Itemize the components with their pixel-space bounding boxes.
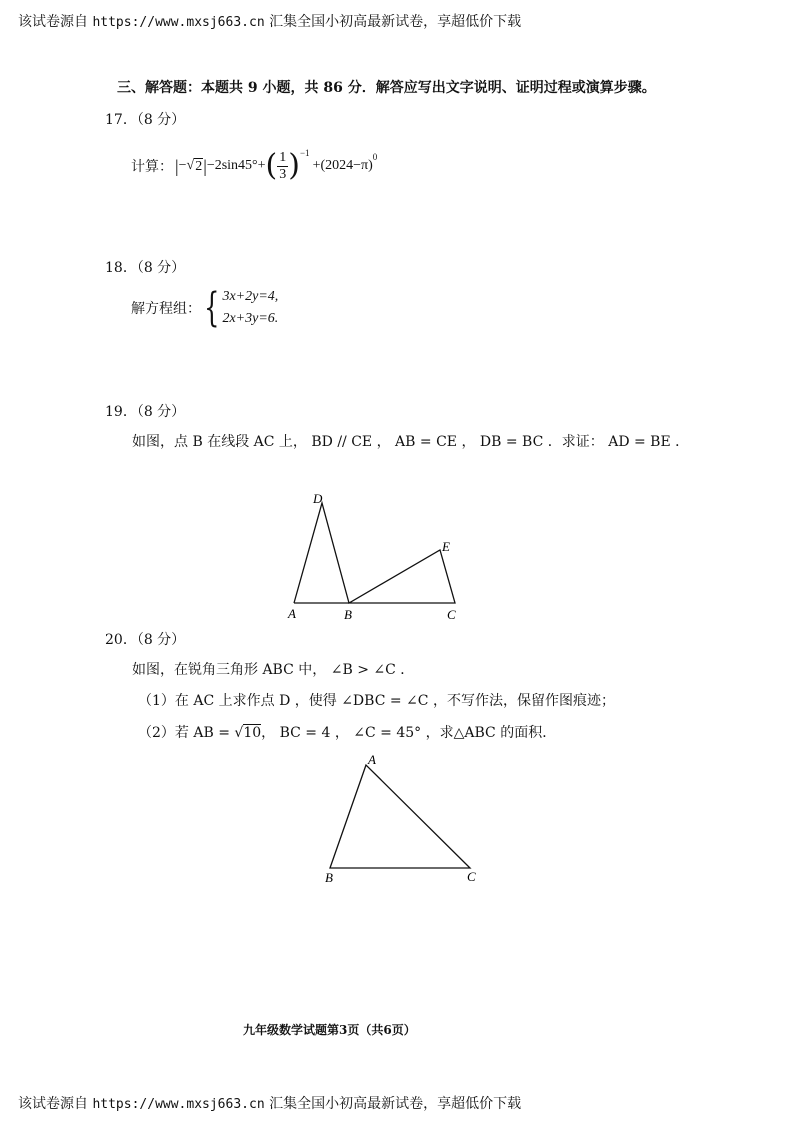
q17-header: 17．（8 分） xyxy=(105,112,186,128)
q18-eq1: 3x+2y=4, xyxy=(222,289,279,304)
q17-exp2: 0 xyxy=(372,152,378,162)
q17-frac-den: 3 xyxy=(279,166,287,182)
q17-abs-open: | xyxy=(175,155,179,176)
q17-sqrt-arg: 2 xyxy=(195,158,203,174)
q18-header: 18．（8 分） xyxy=(105,260,186,276)
q20-intro: 如图，在锐角三角形 ABC 中， ∠B > ∠C ． xyxy=(132,662,415,678)
q18-equations xyxy=(222,286,278,330)
q17-fraction xyxy=(277,150,288,183)
q19-label-A: A xyxy=(288,606,296,621)
q19-label-E: E xyxy=(442,539,450,554)
q17-term2: −2sin45°+ xyxy=(206,158,266,173)
q18-eq2: 2x+3y=6. xyxy=(222,311,279,326)
q20-header: 20．（8 分） xyxy=(105,632,186,648)
q20-figure xyxy=(318,750,488,886)
q19-statement: 如图，点 B 在线段 AC 上， BD // CE ， AB = CE ， DB = BC ．求证： AD = BE ． xyxy=(132,434,690,450)
q18-brace: { xyxy=(204,285,220,331)
source-suffix-bottom: 汇集全国小初高最新试卷，享超低价下载 xyxy=(269,1096,522,1112)
q20-part2-prefix: （2）若 AB = xyxy=(138,725,235,741)
q19-header: 19．（8 分） xyxy=(105,404,186,420)
q17-frac-num: 1 xyxy=(279,149,287,165)
q20-part2-suffix: ， BC = 4 ， ∠C = 45° ，求△ABC 的面积． xyxy=(261,725,557,741)
section-title: 三、解答题：本题共 9 小题，共 86 分．解答应写出文字说明、证明过程或演算步骤。 xyxy=(117,80,656,96)
source-line-bottom xyxy=(18,1093,521,1113)
q19-figure xyxy=(280,488,470,626)
q19-label-B: B xyxy=(344,607,352,622)
q20-triangle xyxy=(330,765,470,868)
source-line-top xyxy=(18,11,521,31)
source-prefix-bottom: 该试卷源自 xyxy=(18,1096,88,1112)
q17-abs-close: | xyxy=(203,155,207,176)
q18-label: 解方程组： xyxy=(131,301,201,317)
page-footer: 九年级数学试题第3页（共6页） xyxy=(243,1023,416,1037)
q20-part2-sqrt: √ xyxy=(234,725,244,741)
q17-label: 计算： xyxy=(131,159,173,175)
source-url-link-bottom[interactable]: https://www.mxsj663.cn xyxy=(92,1097,265,1112)
q20-label-B: B xyxy=(325,870,333,885)
q19-label-D: D xyxy=(313,491,323,506)
source-suffix: 汇集全国小初高最新试卷，享超低价下载 xyxy=(269,14,522,30)
q17-minus: − xyxy=(178,158,187,173)
q20-label-A: A xyxy=(368,752,376,767)
q19-figure-lines xyxy=(294,503,455,603)
source-url-link[interactable]: https://www.mxsj663.cn xyxy=(92,15,265,30)
q17-sqrt-sign: √ xyxy=(186,158,195,173)
q20-part2 xyxy=(138,722,556,742)
q20-part1: （1）在 AC 上求作点 D ，使得 ∠DBC = ∠C ，不写作法，保留作图痕迹； xyxy=(138,693,615,709)
q17-paren-close: ) xyxy=(288,148,300,183)
q17-term3: +(2024−π) xyxy=(312,158,373,173)
q20-label-C: C xyxy=(467,869,476,884)
q19-label-C: C xyxy=(447,607,456,622)
q18-system xyxy=(131,285,278,331)
q17-exp1: −1 xyxy=(299,148,310,158)
q17-paren-open: ( xyxy=(265,148,278,183)
q20-part2-sqrt-arg: 10 xyxy=(243,725,262,741)
source-prefix: 该试卷源自 xyxy=(18,14,88,30)
q17-expression xyxy=(131,146,377,186)
